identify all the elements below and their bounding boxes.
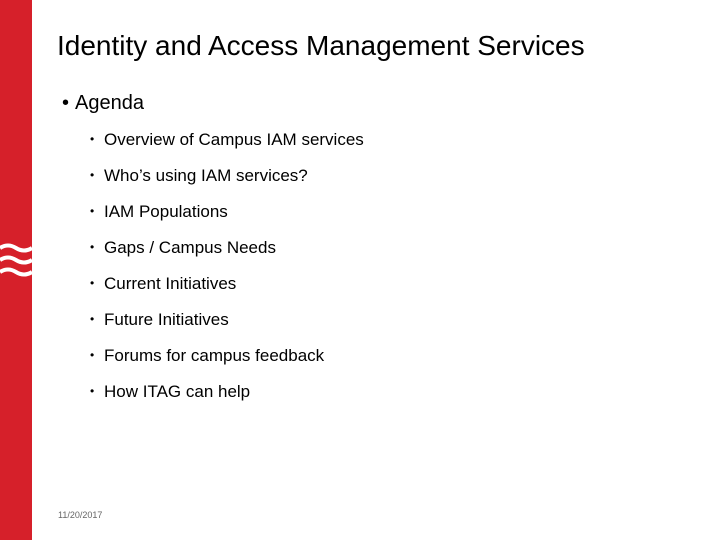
- bullet-icon: •: [90, 384, 95, 398]
- agenda-item-label: How ITAG can help: [104, 382, 251, 401]
- agenda-item-label: IAM Populations: [104, 202, 228, 221]
- agenda-item: [90, 344, 364, 380]
- agenda-item-label: Overview of Campus IAM services: [104, 130, 364, 149]
- bullet-icon: •: [90, 240, 95, 254]
- bullet-icon: •: [90, 168, 95, 182]
- agenda-item-label: Future Initiatives: [104, 310, 229, 329]
- bullet-icon: •: [90, 204, 95, 218]
- agenda-heading: [62, 92, 144, 115]
- bullet-icon: •: [90, 348, 95, 362]
- agenda-item-label: Current Initiatives: [104, 274, 237, 293]
- left-accent-bar: [0, 0, 32, 540]
- agenda-item: [90, 236, 364, 272]
- agenda-item: [90, 128, 364, 164]
- agenda-item-label: Forums for campus feedback: [104, 346, 325, 365]
- wave-lines-logo-icon: [0, 240, 32, 288]
- agenda-item: [90, 164, 364, 200]
- bullet-icon: •: [90, 276, 95, 290]
- slide-date: 11/20/2017: [58, 510, 103, 520]
- bullet-icon: •: [90, 312, 95, 326]
- agenda-item: [90, 380, 364, 416]
- bullet-icon: •: [90, 132, 95, 146]
- agenda-list: [90, 128, 364, 416]
- agenda-item: [90, 308, 364, 344]
- agenda-label: Agenda: [75, 92, 144, 114]
- agenda-item: [90, 272, 364, 308]
- agenda-item-label: Who’s using IAM services?: [104, 166, 308, 185]
- bullet-icon: •: [62, 92, 70, 114]
- agenda-item: [90, 200, 364, 236]
- slide-title: Identity and Access Management Services: [57, 30, 585, 61]
- agenda-item-label: Gaps / Campus Needs: [104, 238, 276, 257]
